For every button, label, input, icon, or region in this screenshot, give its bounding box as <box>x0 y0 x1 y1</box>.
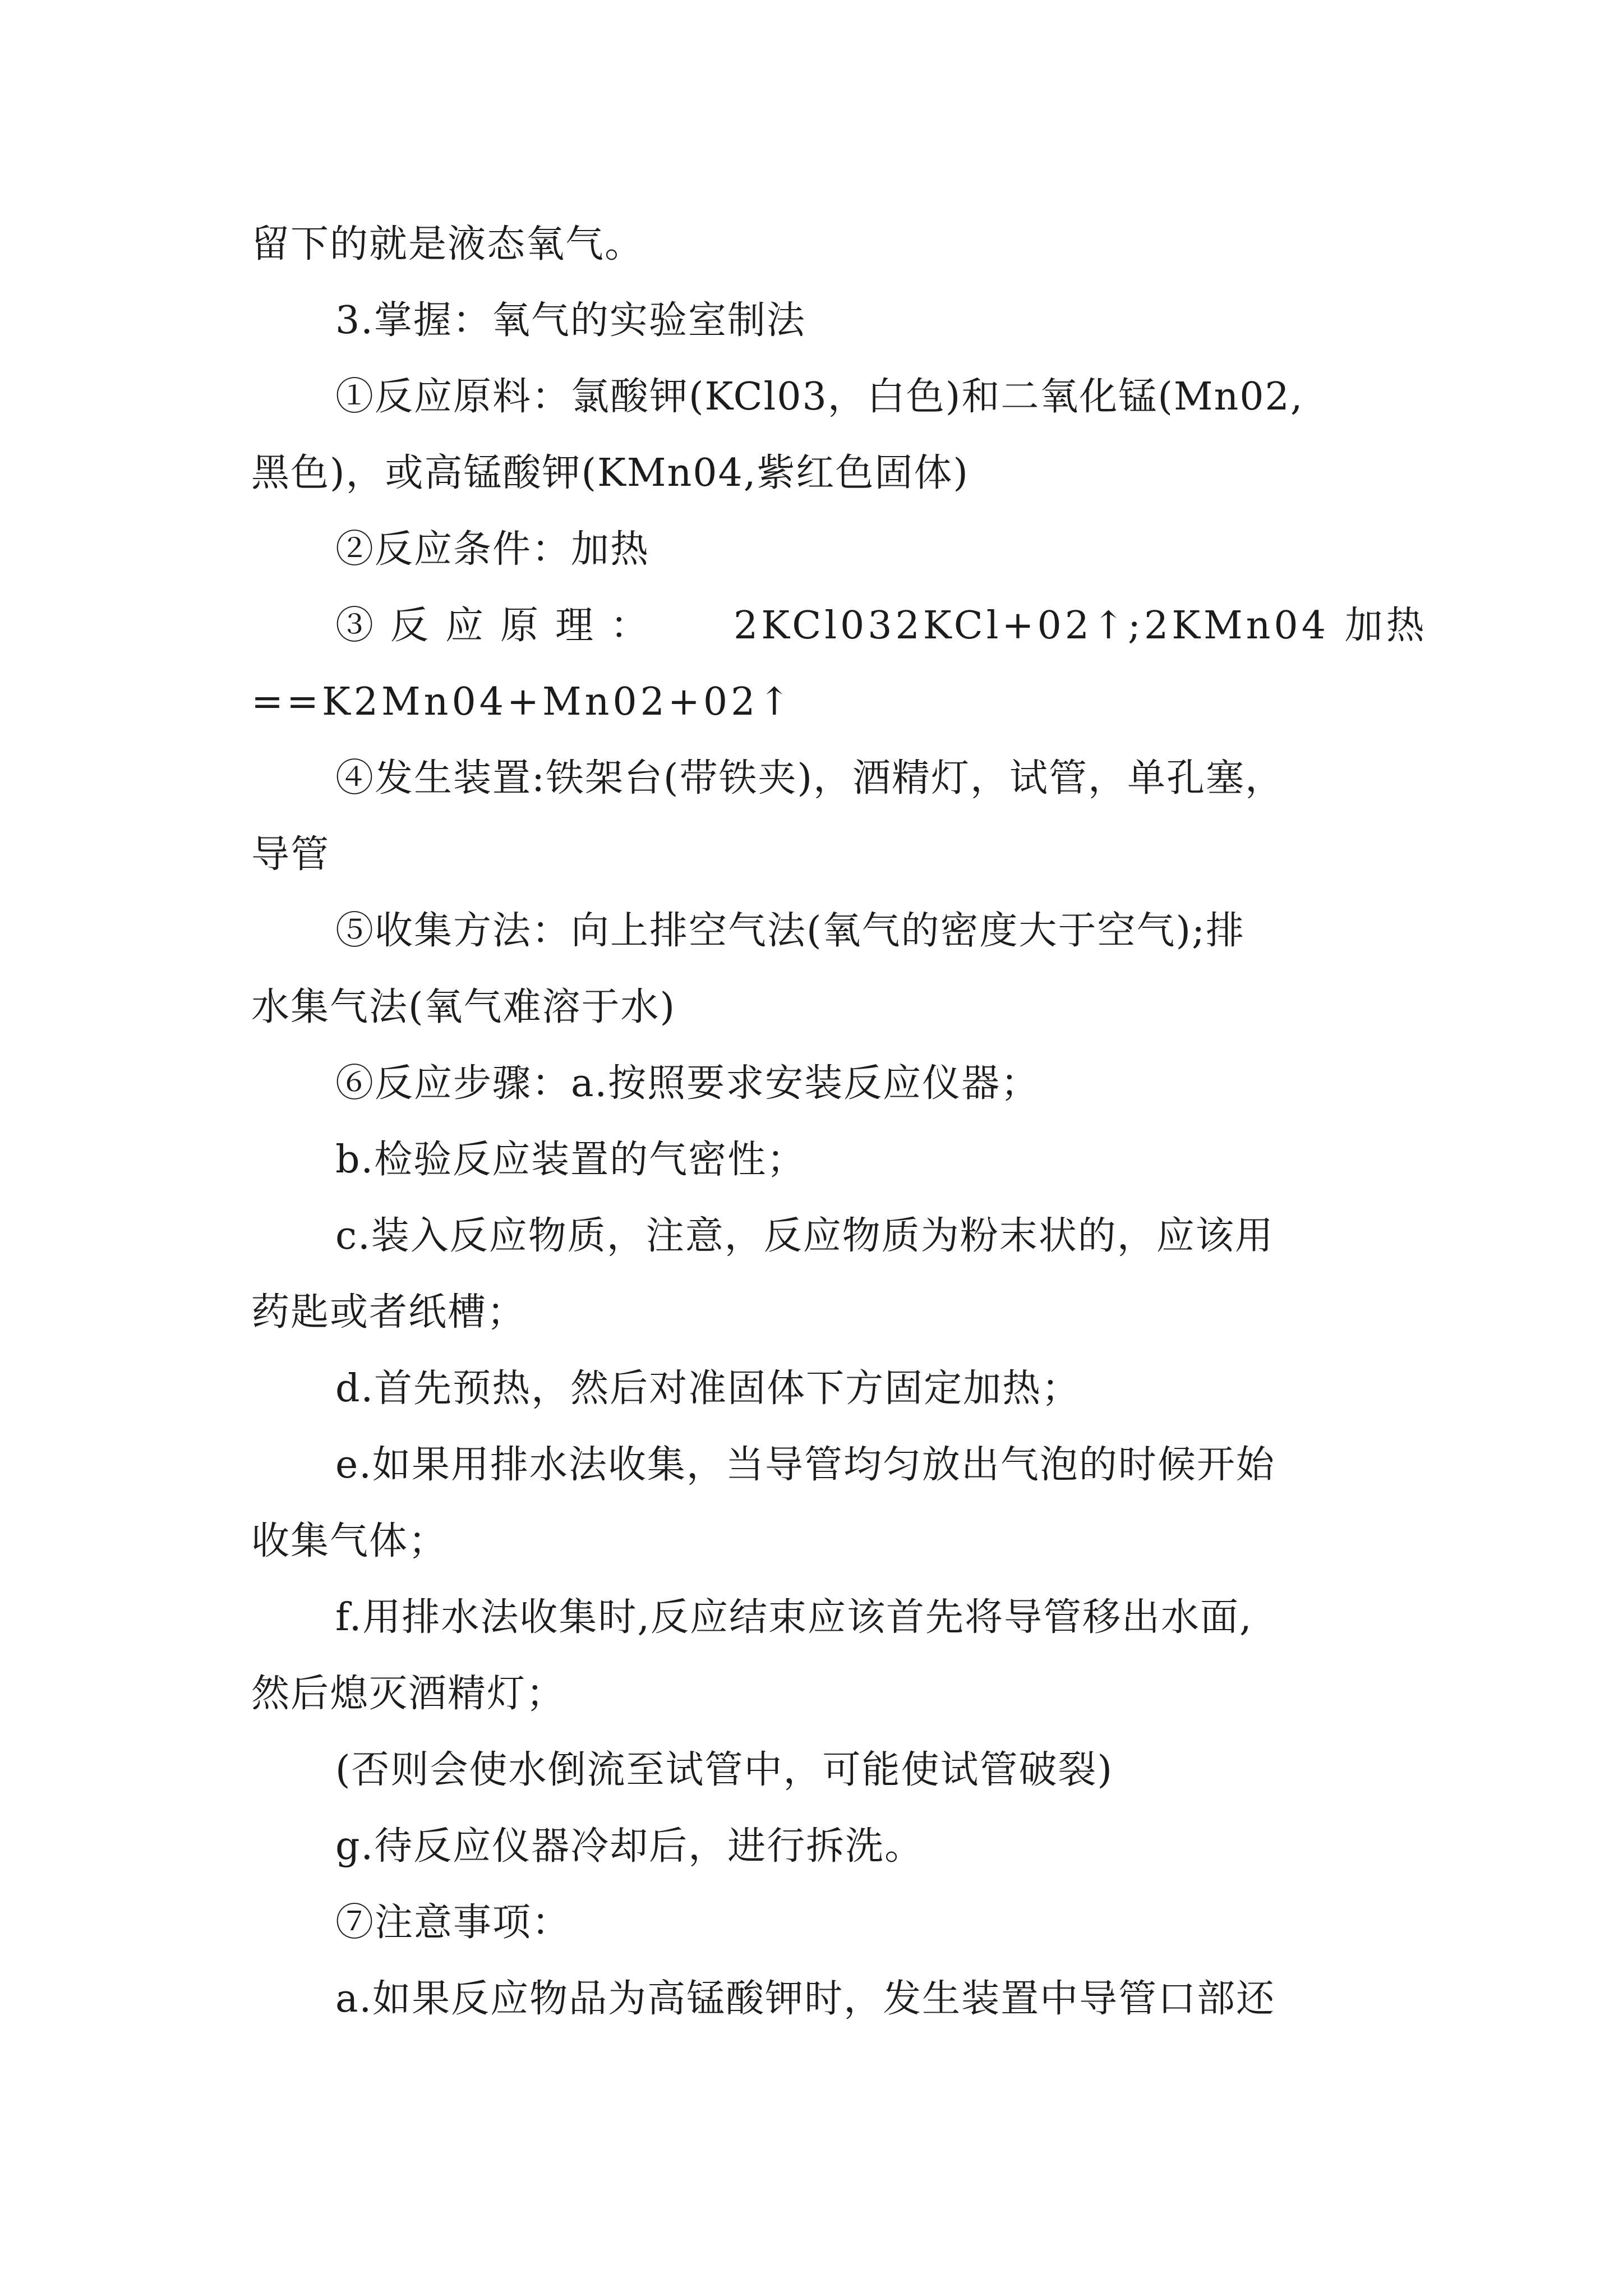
text-line-apparatus: ④发生装置:铁架台(带铁夹)，酒精灯，试管，单孔塞， <box>335 756 1284 800</box>
text-line-collection-cont: 水集气法(氧气难溶于水) <box>251 985 676 1029</box>
text-line-step-e: e.如果用排水法收集，当导管均匀放出气泡的时候开始 <box>335 1443 1275 1487</box>
text-line-step-f-note: (否则会使水倒流至试管中，可能使试管破裂) <box>335 1748 1114 1792</box>
text-line-1: 留下的就是液态氧气。 <box>251 222 644 266</box>
text-line-step-e-cont: 收集气体； <box>251 1519 448 1563</box>
text-line-principle-label: ③反应原理： <box>335 604 666 648</box>
text-line-principle-cont: ==K2Mn04+Mn02+02↑ <box>251 680 794 724</box>
text-line-step-d: d.首先预热，然后对准固体下方固定加热； <box>335 1366 1081 1411</box>
text-line-note-a: a.如果反应物品为高锰酸钾时，发生装置中导管口部还 <box>335 1977 1276 2021</box>
text-line-step-f: f.用排水法收集时,反应结束应该首先将导管移出水面, <box>335 1595 1253 1640</box>
text-line-principle-formula: 2KCl032KCl+02↑;2KMn04 加热 <box>734 604 1428 648</box>
text-line-conditions: ②反应条件：加热 <box>335 527 650 572</box>
text-line-collection: ⑤收集方法：向上排空气法(氧气的密度大于空气);排 <box>335 909 1245 953</box>
text-line-step-f-cont: 然后熄灭酒精灯； <box>251 1672 566 1716</box>
text-line-step-b: b.检验反应装置的气密性； <box>335 1138 806 1182</box>
section-heading-3: 3.掌握：氧气的实验室制法 <box>335 298 806 343</box>
text-line-steps: ⑥反应步骤：a.按照要求安装反应仪器； <box>335 1061 1040 1106</box>
text-line-step-g: g.待反应仪器冷却后，进行拆洗。 <box>335 1824 924 1869</box>
text-line-step-c: c.装入反应物质，注意，反应物质为粉末状的，应该用 <box>335 1214 1274 1258</box>
text-line-materials-cont: 黑色)，或高锰酸钾(KMn04,紫红色固体) <box>251 451 969 495</box>
text-line-notes-heading: ⑦注意事项： <box>335 1901 571 1945</box>
text-line-step-c-cont: 药匙或者纸槽； <box>251 1290 527 1335</box>
text-line-apparatus-cont: 导管 <box>251 832 330 877</box>
text-line-materials: ①反应原料：氯酸钾(KCl03，白色)和二氧化锰(Mn02, <box>335 375 1304 419</box>
